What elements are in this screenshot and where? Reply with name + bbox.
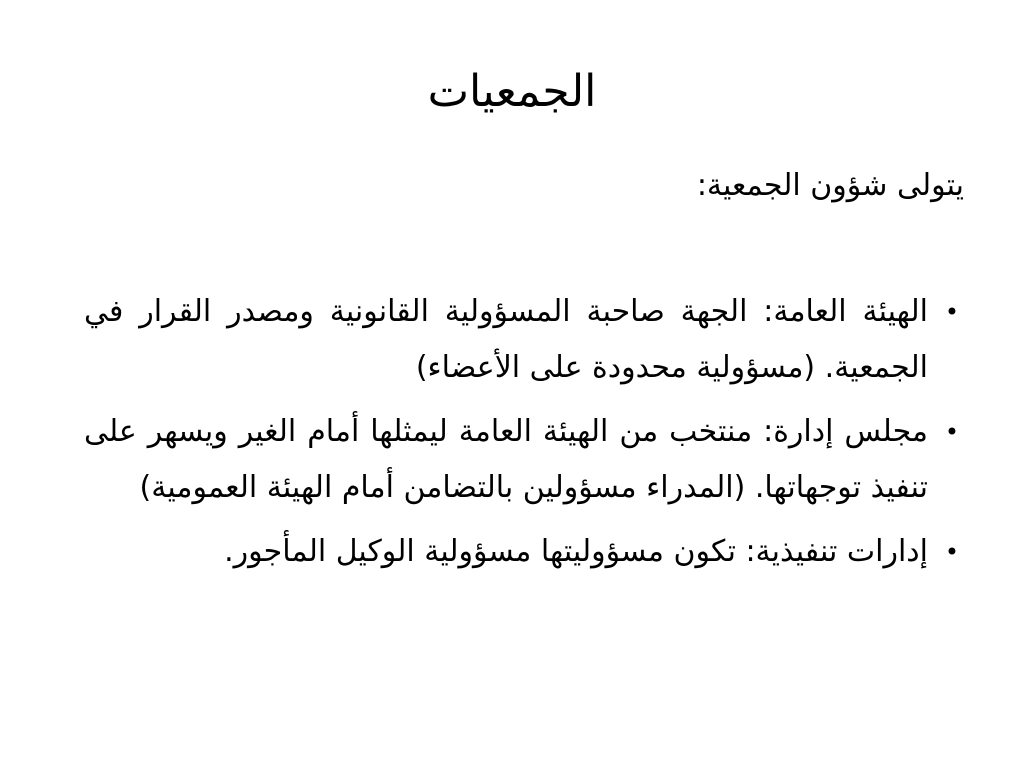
intro-text: يتولى شؤون الجمعية: [696, 168, 964, 203]
bullet-text: إدارات تنفيذية: تكون مسؤوليتها مسؤولية الوكيل المأجور. [224, 534, 928, 569]
bullet-icon: • [944, 538, 960, 566]
bullet-list [84, 284, 964, 588]
bullet-item-executive [84, 524, 964, 580]
bullet-item-general-assembly [84, 284, 964, 396]
bullet-text: مجلس إدارة: منتخب من الهيئة العامة ليمثلها أمام الغير ويسهر على تنفيذ توجهاتها. (المدراء مسؤولين بالتضامن أمام الهيئة العمومية) [84, 414, 928, 505]
bullet-item-board [84, 404, 964, 516]
bullet-icon: • [944, 418, 960, 446]
slide-title: الجمعيات [427, 66, 597, 117]
bullet-text: الهيئة العامة: الجهة صاحبة المسؤولية القانونية ومصدر القرار في الجمعية. (مسؤولية محدودة على الأعضاء) [84, 294, 928, 385]
bullet-icon: • [944, 298, 960, 326]
